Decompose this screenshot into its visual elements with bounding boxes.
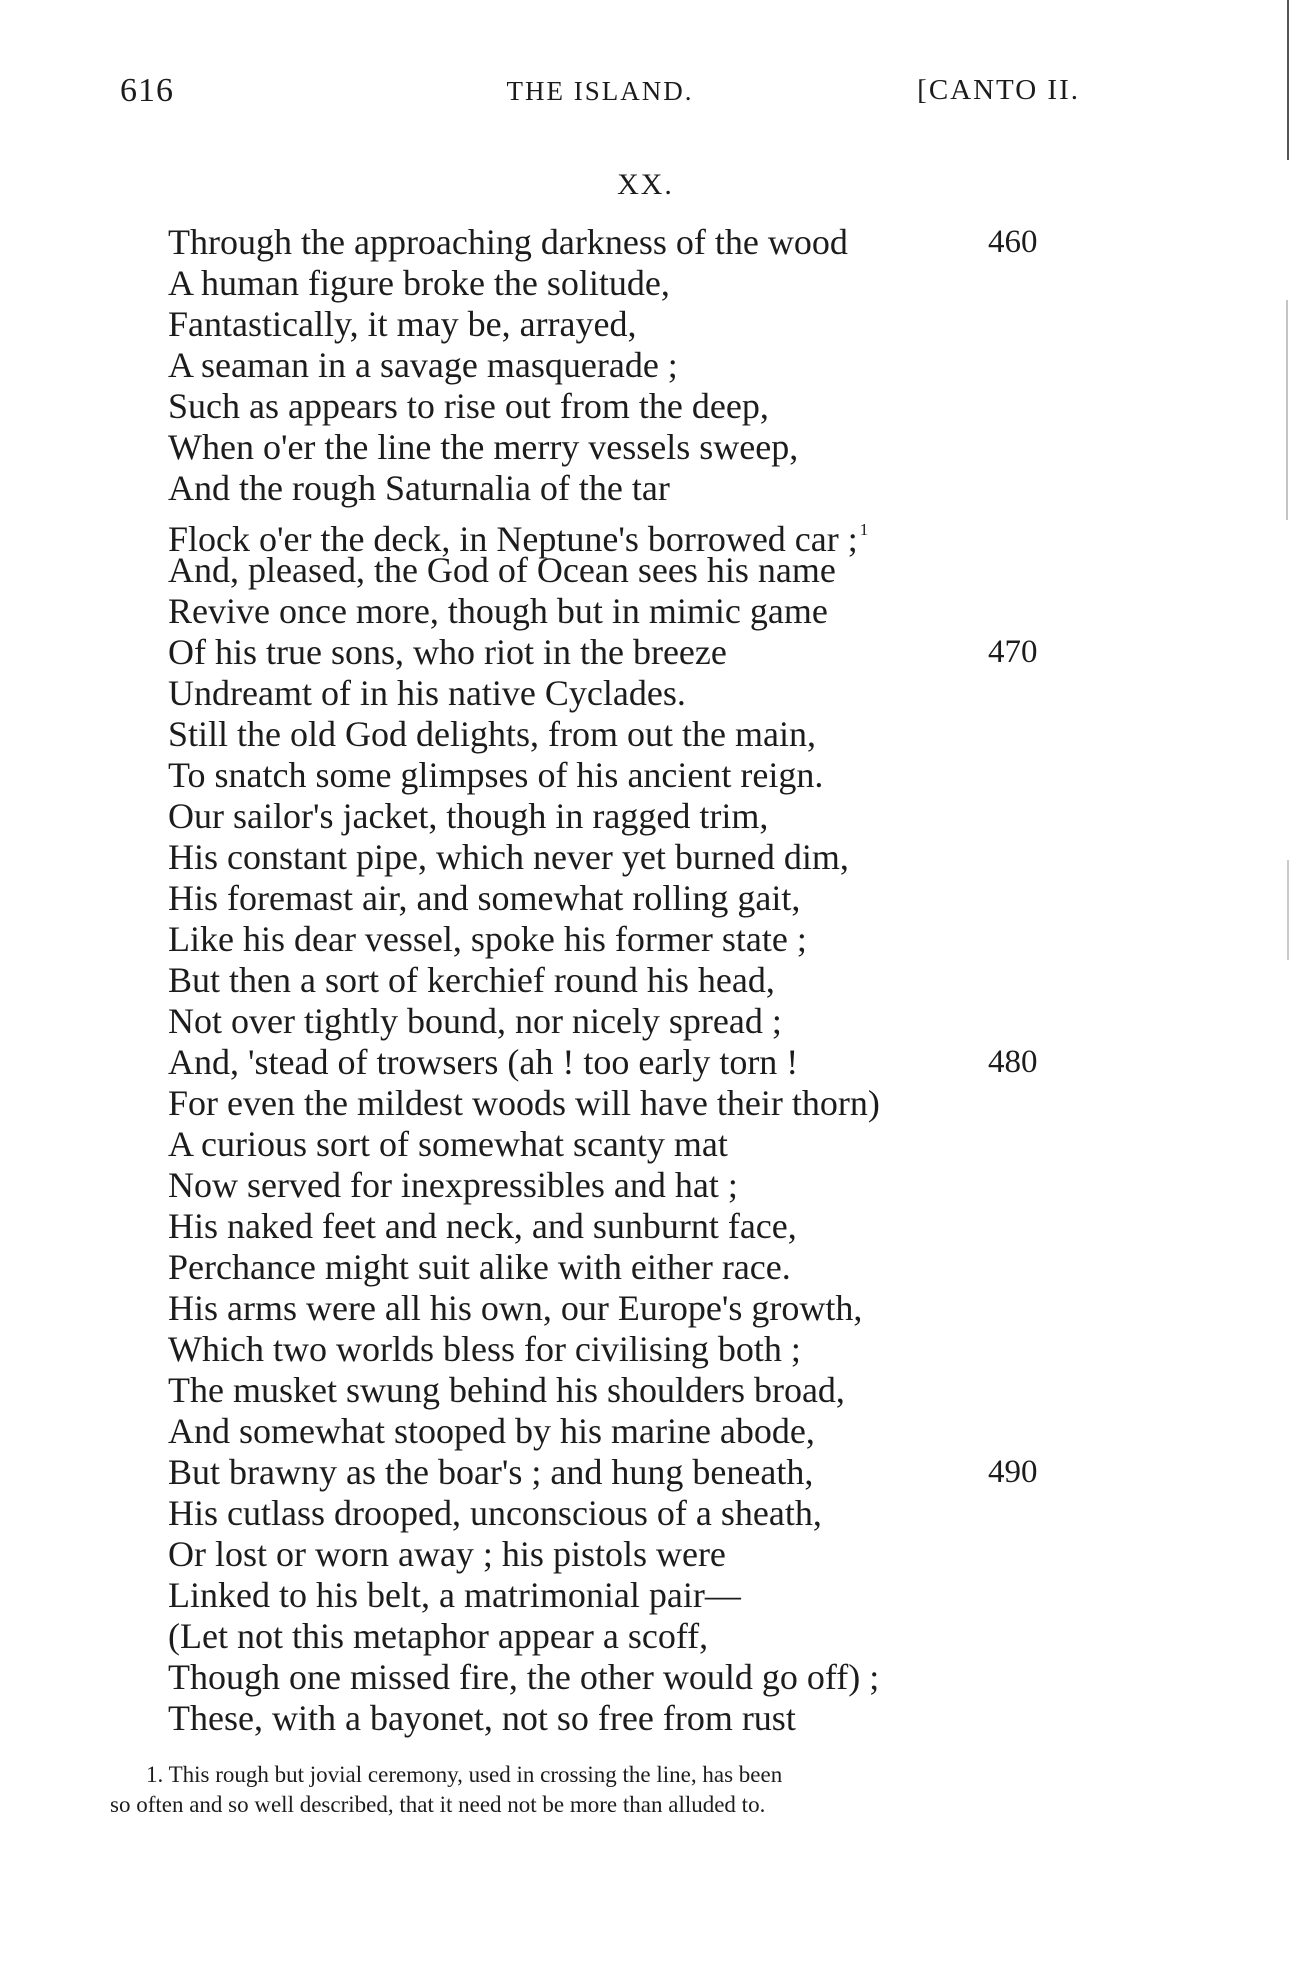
poem-line-text: Perchance might suit alike with either race. [168,1247,791,1287]
poem-line [168,345,1118,386]
poem-line-text: Of his true sons, who riot in the breeze [168,632,727,672]
poem-line-text: His cutlass drooped, unconscious of a sheath, [168,1493,822,1533]
footnote-line: 1. This rough but jovial ceremony, used in crossing the line, has been [146,1762,783,1787]
page-header [120,72,1080,120]
poem-line [168,386,1118,427]
poem-line-text: For even the mildest woods will have their thorn) [168,1083,880,1123]
poem-line [168,1329,1118,1370]
poem-line [168,1657,1118,1698]
poem-line [168,1206,1118,1247]
poem-line [168,673,1118,714]
poem-line [168,509,1118,559]
poem-line-text: And somewhat stooped by his marine abode, [168,1411,815,1451]
poem-line-text: To snatch some glimpses of his ancient reign. [168,755,824,795]
poem-line-text: His foremast air, and somewhat rolling gait, [168,878,801,918]
poem-line-text: Our sailor's jacket, though in ragged trim, [168,796,769,836]
poem-line [168,1083,1118,1124]
poem-line-text: Not over tightly bound, nor nicely spread ; [168,1001,782,1041]
poem-line [168,1575,1118,1616]
section-number: XX. [617,168,674,201]
poem-line-text: Like his dear vessel, spoke his former state ; [168,919,807,959]
poem-line [168,304,1118,345]
poem-line-text: (Let not this metaphor appear a scoff, [168,1616,709,1656]
poem-line [168,1001,1118,1042]
poem-line-text: Which two worlds bless for civilising both ; [168,1329,801,1369]
poem-line [168,1411,1118,1452]
poem-line [168,1616,1118,1657]
poem-line-text: His constant pipe, which never yet burned dim, [168,837,849,877]
poem-line [168,1124,1118,1165]
poem-line [168,1165,1118,1206]
poem-line [168,427,1118,468]
poem-line-text: Revive once more, though but in mimic game [168,591,828,631]
poem-line [168,1288,1118,1329]
poem-line [168,919,1118,960]
poem-line-text: Or lost or worn away ; his pistols were [168,1534,726,1574]
poem-line-text: But then a sort of kerchief round his head, [168,960,775,1000]
canto-heading: [CANTO II. [917,74,1080,106]
poem-line [168,1370,1118,1411]
poem-line-text: A human figure broke the solitude, [168,263,670,303]
running-title: THE ISLAND. [506,76,694,106]
poem-line [168,222,1118,263]
poem-line-text: The musket swung behind his shoulders broad, [168,1370,845,1410]
poem-line-text: A seaman in a savage masquerade ; [168,345,678,385]
poem-line-text: And, 'stead of trowsers (ah ! too early torn ! [168,1042,799,1082]
line-number: 460 [988,224,1038,260]
footnote-line: so often and so well described, that it need not be more than alluded to. [110,1792,766,1817]
poem-body [168,222,1118,1739]
poem-line [168,755,1118,796]
poem-line-text: When o'er the line the merry vessels sweep, [168,427,799,467]
poem-line [168,591,1118,632]
poem-line [168,714,1118,755]
poem-line-text: His naked feet and neck, and sunburnt face, [168,1206,797,1246]
poem-line-text: Fantastically, it may be, arrayed, [168,304,637,344]
poem-line [168,1247,1118,1288]
poem-line-text: Linked to his belt, a matrimonial pair— [168,1575,741,1615]
poem-line [168,1452,1118,1493]
poem-line [168,1534,1118,1575]
footnote-reference: 1 [859,520,869,539]
poem-line [168,1698,1118,1739]
poem-line-text: A curious sort of somewhat scanty mat [168,1124,728,1164]
line-number: 480 [988,1044,1038,1080]
poem-line-text: Though one missed fire, the other would go off) ; [168,1657,880,1697]
poem-line-text: Such as appears to rise out from the deep, [168,386,769,426]
poem-line-text: And the rough Saturnalia of the tar [168,468,670,508]
poem-line [168,878,1118,919]
poem-line-text: His arms were all his own, our Europe's growth, [168,1288,863,1328]
footnote [110,1760,1070,1820]
line-number: 470 [988,634,1038,670]
poem-line [168,468,1118,509]
poem-line-text: Undreamt of in his native Cyclades. [168,673,686,713]
poem-line [168,550,1118,591]
page-edge-shadow [1279,0,1291,1964]
poem-line [168,796,1118,837]
poem-line-text: And, pleased, the God of Ocean sees his name [168,550,836,590]
page-number: 616 [120,72,174,109]
poem-line [168,1493,1118,1534]
poem-line-text: Still the old God delights, from out the main, [168,714,816,754]
poem-line-text: Now served for inexpressibles and hat ; [168,1165,738,1205]
poem-line-text: These, with a bayonet, not so free from rust [168,1698,796,1738]
poem-line [168,632,1118,673]
poem-line-text: But brawny as the boar's ; and hung beneath, [168,1452,814,1492]
poem-line [168,837,1118,878]
poem-line-text: Flock o'er the deck, in Neptune's borrowed car ; [168,519,858,559]
poem-line [168,960,1118,1001]
line-number: 490 [988,1454,1038,1490]
poem-line [168,1042,1118,1083]
poem-line-text: Through the approaching darkness of the wood [168,222,848,262]
poem-line [168,263,1118,304]
